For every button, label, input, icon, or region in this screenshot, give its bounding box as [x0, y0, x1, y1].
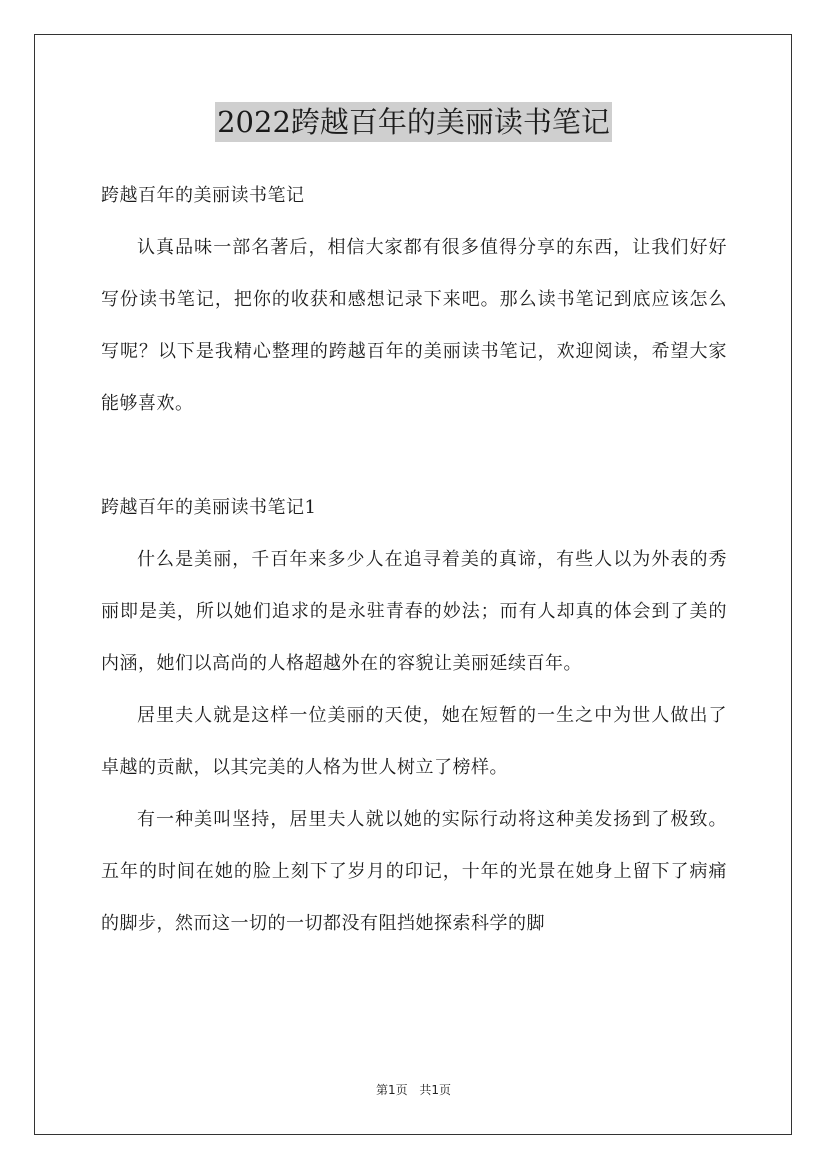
- section-heading-1: 跨越百年的美丽读书笔记1: [101, 497, 317, 518]
- document-body: [101, 170, 727, 950]
- page-total: 共1页: [419, 1083, 452, 1097]
- page-footer: [0, 1081, 827, 1098]
- paragraph-gap: [101, 430, 727, 482]
- document-title: [0, 102, 827, 142]
- intro-paragraph: 认真品味一部名著后，相信大家都有很多值得分享的东西，让我们好好写份读书笔记，把你的收获和感想记录下来吧。那么读书笔记到底应该怎么写呢？以下是我精心整理的跨越百年的美丽读书笔记，欢迎阅读，希望大家能够喜欢。: [101, 237, 727, 414]
- body-paragraph-1: 什么是美丽，千百年来多少人在追寻着美的真谛，有些人以为外表的秀丽即是美，所以她们追求的是永驻青春的妙法；而有人却真的体会到了美的内涵，她们以高尚的人格超越外在的容貌让美丽延续百年。: [101, 549, 727, 674]
- page-number: 第1页: [375, 1083, 408, 1097]
- body-paragraph-3: 有一种美叫坚持，居里夫人就以她的实际行动将这种美发扬到了极致。五年的时间在她的脸上刻下了岁月的印记，十年的光景在她身上留下了病痛的脚步，然而这一切的一切都没有阻挡她探索科学的脚: [101, 809, 727, 934]
- body-paragraph-2: 居里夫人就是这样一位美丽的天使，她在短暂的一生之中为世人做出了卓越的贡献，以其完美的人格为世人树立了榜样。: [101, 705, 727, 778]
- section-heading: 跨越百年的美丽读书笔记: [101, 185, 305, 206]
- document-title-text: 2022跨越百年的美丽读书笔记: [215, 102, 612, 142]
